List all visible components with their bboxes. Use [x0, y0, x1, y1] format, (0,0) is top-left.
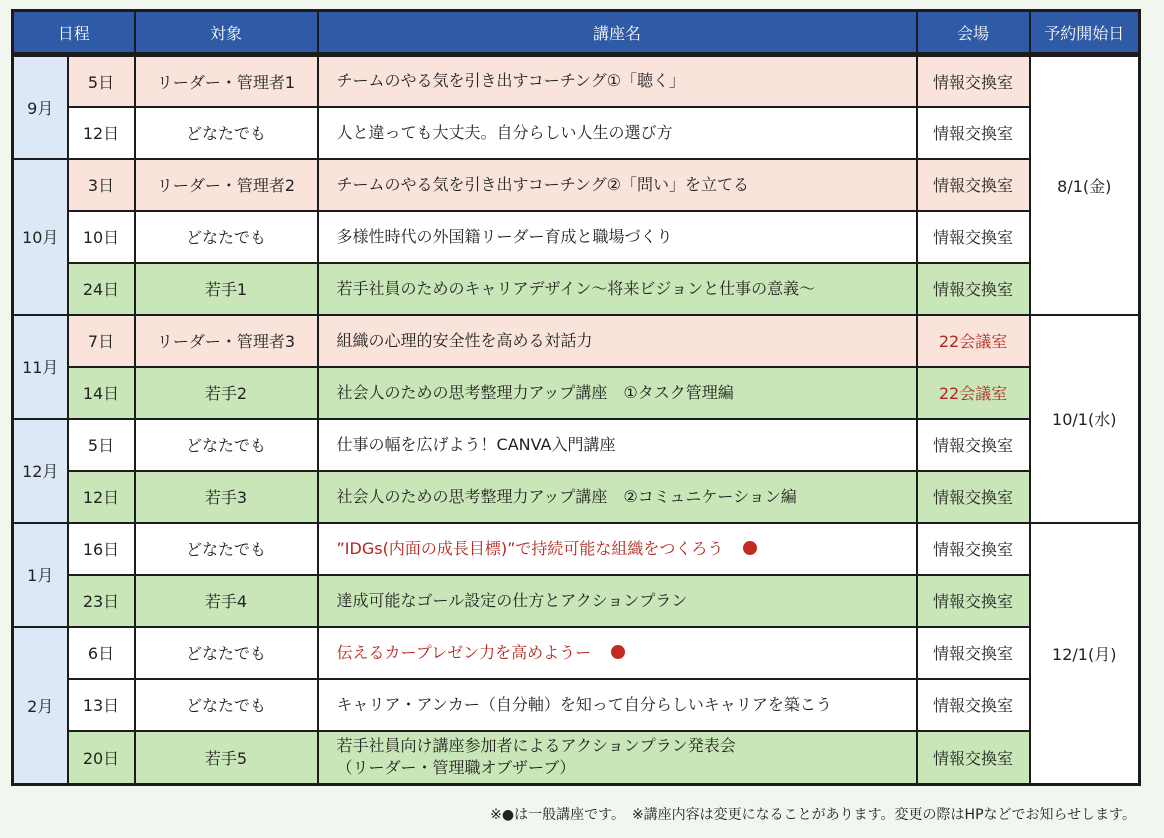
- target-cell: 若手1: [135, 263, 318, 315]
- day-cell: 6日: [68, 627, 135, 679]
- course-title-cell: [318, 731, 917, 785]
- header-date: 日程: [13, 11, 135, 55]
- venue-cell: 情報交換室: [917, 159, 1030, 211]
- general-course-dot-icon: [743, 541, 757, 555]
- table-row: [13, 419, 1140, 471]
- day-cell: 7日: [68, 315, 135, 367]
- venue-cell: 情報交換室: [917, 627, 1030, 679]
- target-cell: どなたでも: [135, 419, 318, 471]
- target-cell: 若手4: [135, 575, 318, 627]
- open-date-cell: 10/1(水): [1030, 315, 1140, 523]
- course-title-sub: （リーダー・管理職オブザーブ）: [336, 758, 576, 778]
- target-cell: どなたでも: [135, 679, 318, 731]
- target-cell: どなたでも: [135, 627, 318, 679]
- target-cell: 若手5: [135, 731, 318, 785]
- header-row: [13, 11, 1140, 55]
- course-title: 社会人のための思考整理力アップ講座 ②コミュニケーション編: [318, 471, 917, 523]
- venue-cell: 情報交換室: [917, 419, 1030, 471]
- course-title: 若手社員のためのキャリアデザイン～将来ビジョンと仕事の意義～: [318, 263, 917, 315]
- header-target: 対象: [135, 11, 318, 55]
- course-title: 社会人のための思考整理力アップ講座 ①タスク管理編: [318, 367, 917, 419]
- header-open-date: 予約開始日: [1030, 11, 1140, 55]
- table-row: [13, 159, 1140, 211]
- table-row: [13, 523, 1140, 575]
- header-title: 講座名: [318, 11, 917, 55]
- venue-cell: 22会議室: [917, 367, 1030, 419]
- table-row: [13, 679, 1140, 731]
- venue-cell: 情報交換室: [917, 107, 1030, 159]
- day-cell: 13日: [68, 679, 135, 731]
- day-cell: 24日: [68, 263, 135, 315]
- venue-cell: 情報交換室: [917, 679, 1030, 731]
- day-cell: 5日: [68, 55, 135, 107]
- course-title: 仕事の幅を広げよう！CANVA入門講座: [318, 419, 917, 471]
- course-title: 多様性時代の外国籍リーダー育成と職場づくり: [318, 211, 917, 263]
- general-course-dot-icon: [611, 645, 625, 659]
- header-venue: 会場: [917, 11, 1030, 55]
- day-cell: 23日: [68, 575, 135, 627]
- month-cell: 1月: [13, 523, 68, 627]
- course-title: 伝えるカープレゼン力を高めようー: [336, 642, 592, 662]
- table-row: [13, 107, 1140, 159]
- day-cell: 12日: [68, 471, 135, 523]
- month-cell: 10月: [13, 159, 68, 315]
- open-date-cell: 12/1(月): [1030, 523, 1140, 785]
- day-cell: 20日: [68, 731, 135, 785]
- target-cell: リーダー・管理者3: [135, 315, 318, 367]
- target-cell: 若手2: [135, 367, 318, 419]
- target-cell: 若手3: [135, 471, 318, 523]
- venue-cell: 情報交換室: [917, 471, 1030, 523]
- venue-cell: 情報交換室: [917, 575, 1030, 627]
- table-row: [13, 211, 1140, 263]
- table-row: [13, 367, 1140, 419]
- course-title-cell: [318, 523, 917, 575]
- day-cell: 5日: [68, 419, 135, 471]
- footnote: ※●は一般講座です。 ※講座内容は変更になることがあります。変更の際はHPなどでお知らせします。: [490, 807, 1136, 823]
- course-title-cell: [318, 627, 917, 679]
- day-cell: 3日: [68, 159, 135, 211]
- venue-cell: 情報交換室: [917, 55, 1030, 107]
- course-title: 若手社員向け講座参加者によるアクションプラン発表会: [336, 736, 736, 756]
- target-cell: どなたでも: [135, 523, 318, 575]
- month-cell: 2月: [13, 627, 68, 785]
- venue-cell: 情報交換室: [917, 263, 1030, 315]
- target-cell: リーダー・管理者1: [135, 55, 318, 107]
- target-cell: どなたでも: [135, 107, 318, 159]
- course-title: 人と違っても大丈夫。自分らしい人生の選び方: [318, 107, 917, 159]
- course-title: 達成可能なゴール設定の仕方とアクションプラン: [318, 575, 917, 627]
- day-cell: 16日: [68, 523, 135, 575]
- table-row: [13, 263, 1140, 315]
- course-title: ”IDGs(内面の成長目標)”で持続可能な組織をつくろう: [336, 538, 724, 558]
- day-cell: 10日: [68, 211, 135, 263]
- month-cell: 9月: [13, 55, 68, 159]
- venue-cell: 情報交換室: [917, 211, 1030, 263]
- table-row: [13, 627, 1140, 679]
- month-cell: 11月: [13, 315, 68, 419]
- venue-cell: 22会議室: [917, 315, 1030, 367]
- venue-cell: 情報交換室: [917, 523, 1030, 575]
- day-cell: 12日: [68, 107, 135, 159]
- target-cell: どなたでも: [135, 211, 318, 263]
- schedule-table: [11, 9, 1141, 786]
- table-row: [13, 55, 1140, 107]
- course-title: チームのやる気を引き出すコーチング②「問い」を立てる: [318, 159, 917, 211]
- day-cell: 14日: [68, 367, 135, 419]
- month-cell: 12月: [13, 419, 68, 523]
- table-row: [13, 575, 1140, 627]
- table-row: [13, 731, 1140, 785]
- course-title: キャリア・アンカー（自分軸）を知って自分らしいキャリアを築こう: [318, 679, 917, 731]
- course-title: チームのやる気を引き出すコーチング①「聴く」: [318, 55, 917, 107]
- table-row: [13, 471, 1140, 523]
- table-row: [13, 315, 1140, 367]
- open-date-cell: 8/1(金): [1030, 55, 1140, 315]
- course-title: 組織の心理的安全性を高める対話力: [318, 315, 917, 367]
- target-cell: リーダー・管理者2: [135, 159, 318, 211]
- venue-cell: 情報交換室: [917, 731, 1030, 785]
